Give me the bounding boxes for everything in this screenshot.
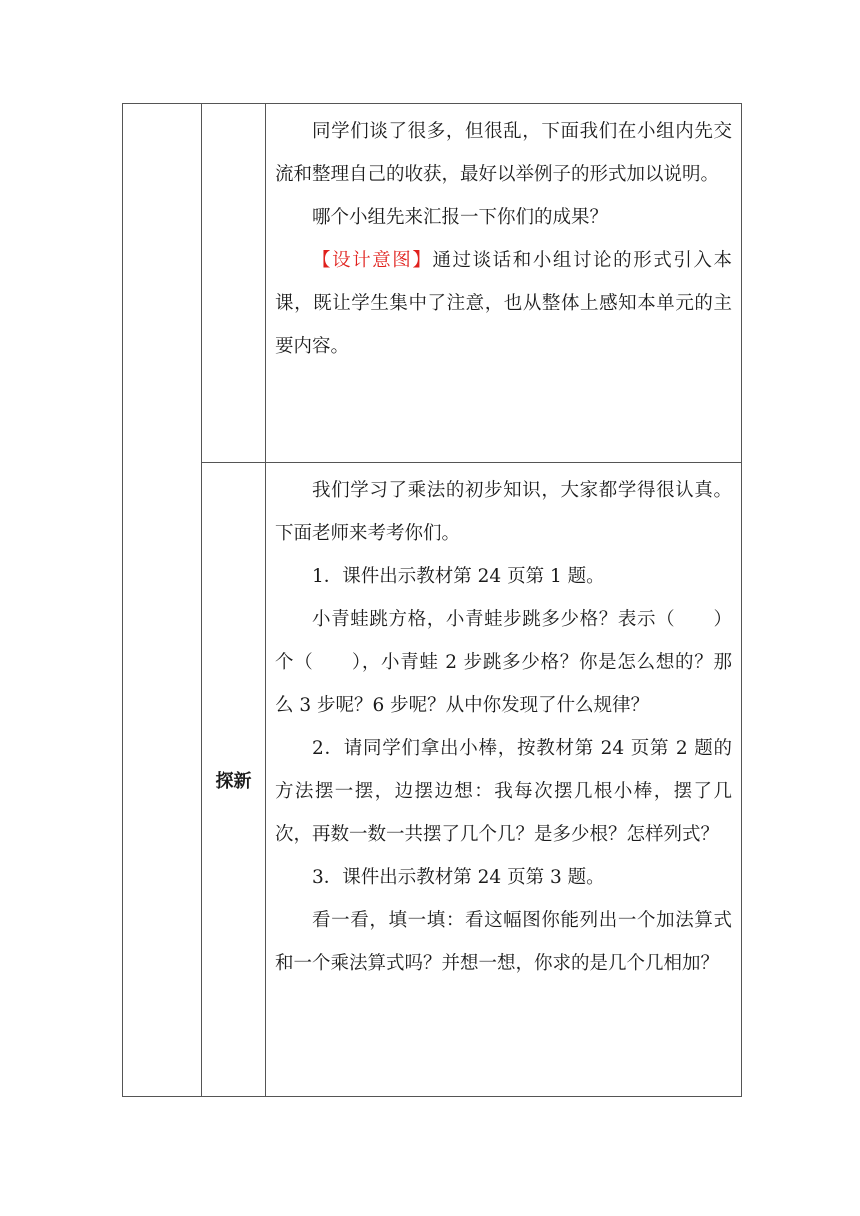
content-cell-explore (266, 463, 742, 1097)
paragraph: 看一看，填一填：看这幅图你能列出一个加法算式和一个乘法算式吗？并想一想，你求的是几个几相加？ (275, 910, 732, 974)
lesson-plan-table (122, 103, 742, 1097)
paragraph: 2．请同学们拿出小棒，按教材第 24 页第 2 题的方法摆一摆，边摆边想：我每次摆几根小棒，摆了几次，再数一数一共摆了几个几？是多少根？怎样列式？ (275, 738, 732, 845)
section-cell-intro (202, 104, 266, 463)
outer-stage-cell (123, 104, 202, 1097)
table-row-explore (123, 463, 742, 1097)
paragraph: 1．课件出示教材第 24 页第 1 题。 (312, 566, 605, 587)
design-intent-text: 通过谈话和小组讨论的形式引入本课，既让学生集中了注意，也从整体上感知本单元的主要内容。 (275, 250, 732, 357)
design-intent-label: 【设计意图】 (312, 250, 433, 271)
paragraph: 同学们谈了很多，但很乱，下面我们在小组内先交流和整理自己的收获，最好以举例子的形式加以说明。 (275, 121, 732, 185)
paragraph: 3．课件出示教材第 24 页第 3 题。 (312, 867, 605, 888)
section-label-explore: 探新 (202, 463, 266, 1097)
paragraph: 哪个小组先来汇报一下你们的成果？ (312, 207, 609, 228)
paragraph: 我们学习了乘法的初步知识，大家都学得很认真。下面老师来考考你们。 (275, 480, 732, 544)
table-row-intro (123, 104, 742, 463)
paragraph: 小青蛙跳方格，小青蛙步跳多少格？表示（ ）个（ ），小青蛙 2 步跳多少格？你是怎么想的？那么 3 步呢？6 步呢？从中你发现了什么规律？ (275, 609, 732, 716)
design-intent-paragraph (275, 239, 732, 368)
content-cell-intro (266, 104, 742, 463)
